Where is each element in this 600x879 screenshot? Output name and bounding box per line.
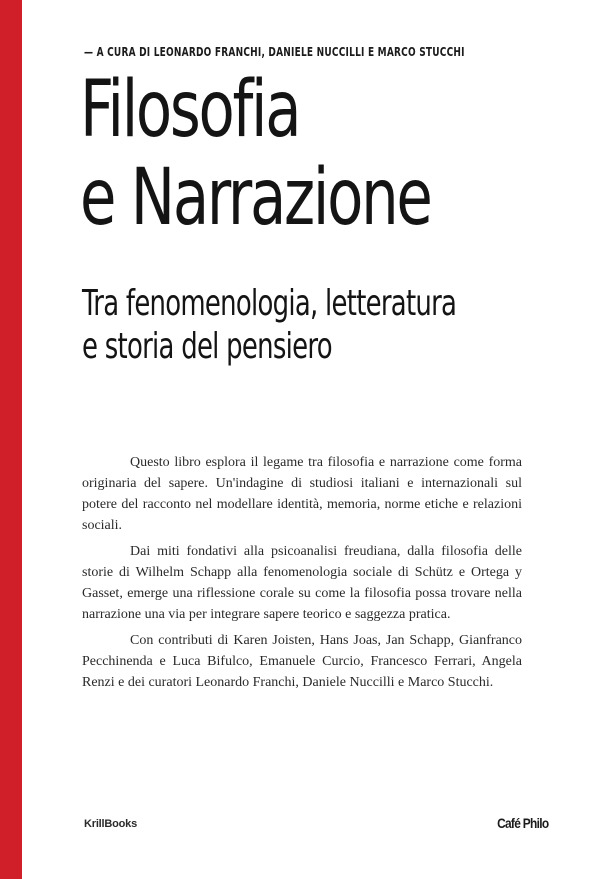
book-title bbox=[80, 66, 460, 242]
blurb-paragraph-3: Con contributi di Karen Joisten, Hans Joas, Jan Schapp, Gianfranco Pecchinenda e Luca Bifulco, Emanuele Curcio, Francesco Ferrari, Angela Renzi e dei curatori Leonardo Franchi, Daniele Nuccilli e Marco Stucchi. bbox=[82, 633, 522, 690]
publisher-logo: KrillBooks bbox=[84, 818, 138, 830]
cover-blurb bbox=[82, 452, 522, 698]
title-line-1: Filosofia bbox=[80, 65, 300, 155]
curators-line: — A CURA DI LEONARDO FRANCHI, DANIELE NUCCILLI E MARCO STUCCHI bbox=[84, 44, 465, 59]
red-spine-bar bbox=[0, 0, 22, 879]
blurb-paragraph-1: Questo libro esplora il legame tra filosofia e narrazione come forma originaria del sapere. Un'indagine di studiosi italiani e internazionali sul potere del racconto nel modellare identità, memoria, norme etiche e relazioni sociali. bbox=[82, 455, 522, 533]
title-line-2: e Narrazione bbox=[80, 153, 431, 243]
book-subtitle bbox=[82, 282, 485, 368]
series-logo: Café Philo bbox=[496, 815, 548, 831]
subtitle-line-1: Tra fenomenologia, letteratura bbox=[82, 283, 457, 324]
subtitle-line-2: e storia del pensiero bbox=[82, 326, 332, 367]
blurb-paragraph-2: Dai miti fondativi alla psicoanalisi freudiana, dalla filosofia delle storie di Wilhelm Schapp alla fenomenologia sociale di Schütz e Ortega y Gasset, emerge una riflessione corale su come la filosofia possa trovare nella narrazione una via per integrare sapere teorico e saggezza pratica. bbox=[82, 544, 522, 622]
